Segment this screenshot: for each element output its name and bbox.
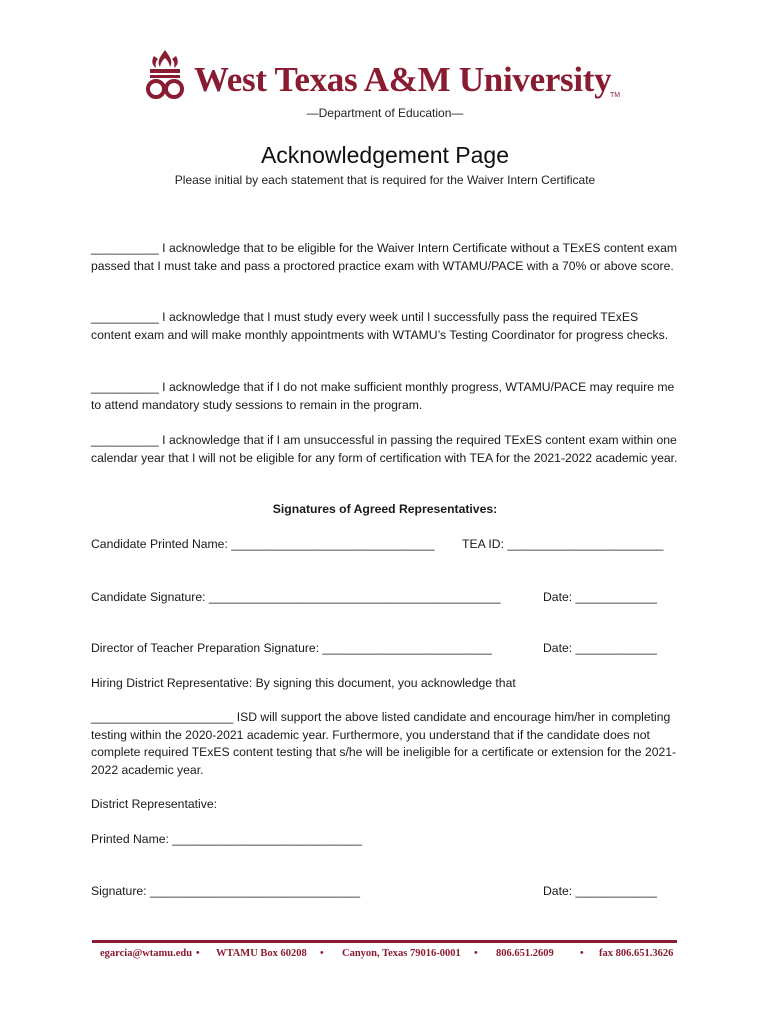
director-signature-field[interactable]: Director of Teacher Preparation Signature: _________________________ (91, 641, 492, 655)
university-logo (142, 46, 622, 104)
university-name: West Texas A&M University (194, 60, 612, 99)
candidate-signature-field[interactable]: Candidate Signature: ___________________________________________ (91, 590, 501, 604)
footer-box: WTAMU Box 60208 (216, 948, 307, 959)
district-representative-label: District Representative: (91, 797, 217, 811)
footer-email: egarcia@wtamu.edu (100, 948, 193, 959)
district-date-field[interactable]: Date: ____________ (543, 884, 657, 898)
statement-4: __________ I acknowledge that if I am unsuccessful in passing the required TExES content exam within one calendar year that I will not be eligible for any form of certification with TEA for the 2021-2022 academic year. (91, 433, 678, 465)
page-subtitle: Please initial by each statement that is required for the Waiver Intern Certificate (174, 173, 596, 187)
statement-1: __________ I acknowledge that to be eligible for the Waiver Intern Certificate without a TExES content exam passed that I must take and pass a proctored practice exam with WTAMU/PACE with a 70% or above score. (91, 241, 678, 273)
department-line: —Department of Education— (306, 106, 464, 120)
trademark-mark: TM (610, 92, 621, 99)
candidate-date-field[interactable]: Date: ____________ (543, 590, 657, 604)
page-title: Acknowledgement Page (260, 142, 510, 168)
footer-divider (92, 940, 677, 943)
statement-3: __________ I acknowledge that if I do not make sufficient monthly progress, WTAMU/PACE may require me to attend mandatory study sessions to remain in the program. (91, 380, 675, 412)
district-signature-field[interactable]: Signature: _______________________________ (91, 884, 361, 898)
footer-bullet: • (196, 948, 200, 959)
footer-fax: fax 806.651.3626 (599, 948, 674, 959)
signatures-heading: Signatures of Agreed Representatives: (272, 502, 498, 516)
printed-name-field[interactable]: Printed Name: ____________________________ (91, 832, 363, 846)
footer-bullet: • (580, 948, 584, 959)
footer-phone: 806.651.2609 (496, 948, 554, 959)
director-date-field[interactable]: Date: ____________ (543, 641, 657, 655)
footer-contact (92, 948, 677, 964)
footer-city: Canyon, Texas 79016-0001 (342, 948, 461, 959)
footer-bullet: • (474, 948, 478, 959)
university-seal-icon (142, 48, 188, 100)
candidate-printed-name-field[interactable]: Candidate Printed Name: ______________________________ (91, 537, 435, 551)
statement-2: __________ I acknowledge that I must study every week until I successfully pass the required TExES content exam and will make monthly appointments with WTAMU’s Testing Coordinator for progress checks. (91, 310, 669, 342)
footer-bullet: • (320, 948, 324, 959)
tea-id-field[interactable]: TEA ID: _______________________ (462, 537, 664, 551)
isd-statement: _____________________ ISD will support the above listed candidate and encourage him/her in completing testing within the 2020-2021 academic year. Furthermore, you understand that if the candidate does not complete required TExES content testing that s/he will be ineligible for a certificate or extension for the 2021-2022 academic year. (91, 710, 677, 777)
hiring-district-text: Hiring District Representative: By signing this document, you acknowledge that (91, 676, 516, 690)
